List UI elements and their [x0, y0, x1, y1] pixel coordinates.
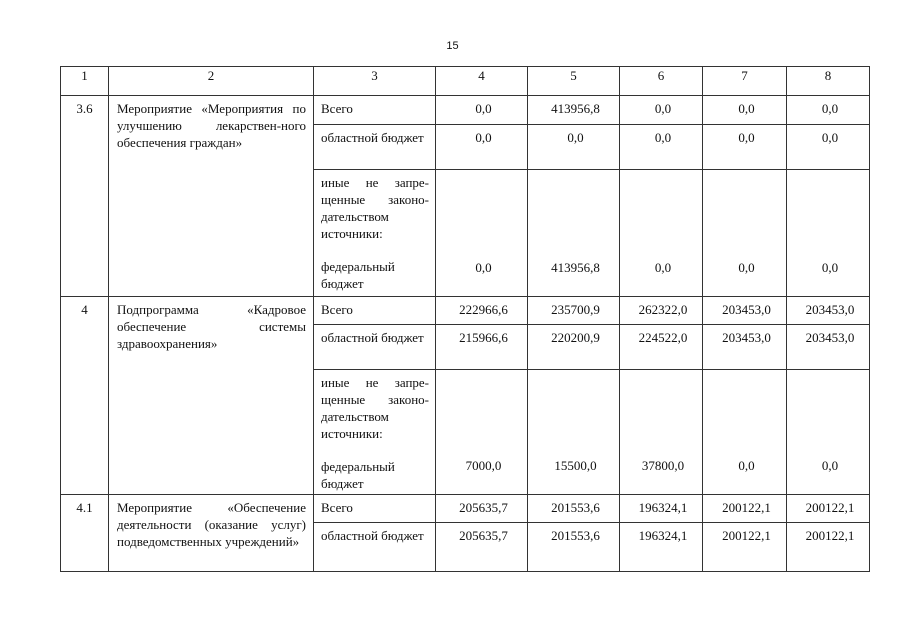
value-cell: 203453,0 — [703, 325, 787, 370]
value-cell: 200122,1 — [787, 495, 870, 523]
value-cell: 0,0 — [703, 370, 787, 495]
source-label — [314, 370, 436, 495]
value-cell: 220200,9 — [528, 325, 620, 370]
header-cell: 3 — [314, 67, 436, 96]
item-name: Мероприятие «Обеспечение деятельности (оказание услуг) подведомственных учреждений» — [109, 495, 314, 572]
source-label — [314, 170, 436, 297]
page-number: 15 — [446, 40, 459, 52]
table-row — [61, 96, 870, 125]
source-label: областной бюджет — [314, 325, 436, 370]
source-label: областной бюджет — [314, 523, 436, 572]
value-cell: 262322,0 — [620, 297, 703, 325]
header-cell: 7 — [703, 67, 787, 96]
value-cell: 0,0 — [787, 370, 870, 495]
header-row — [61, 67, 870, 96]
value-cell: 0,0 — [703, 170, 787, 297]
value-cell: 413956,8 — [528, 170, 620, 297]
header-cell: 1 — [61, 67, 109, 96]
value-cell: 0,0 — [436, 170, 528, 297]
item-name: Мероприятие «Мероприятия по улучшению лекарствен-ного обеспечения граждан» — [109, 96, 314, 297]
source-sub: федеральный бюджет — [321, 459, 395, 491]
value-cell: 203453,0 — [787, 297, 870, 325]
value-cell: 0,0 — [436, 125, 528, 170]
value-cell: 0,0 — [620, 170, 703, 297]
value-cell: 203453,0 — [787, 325, 870, 370]
header-cell: 4 — [436, 67, 528, 96]
value-cell: 0,0 — [787, 96, 870, 125]
value-cell: 203453,0 — [703, 297, 787, 325]
value-cell: 0,0 — [528, 125, 620, 170]
value-cell: 222966,6 — [436, 297, 528, 325]
source-label: Всего — [314, 297, 436, 325]
value-cell: 224522,0 — [620, 325, 703, 370]
source-sub: федеральный бюджет — [321, 259, 395, 291]
value-cell: 196324,1 — [620, 523, 703, 572]
value-cell: 196324,1 — [620, 495, 703, 523]
header-cell: 8 — [787, 67, 870, 96]
budget-table — [60, 66, 870, 572]
source-intro: иные не запре-щенные законо-дательством источники: — [321, 375, 429, 441]
value-cell: 15500,0 — [528, 370, 620, 495]
value-cell: 205635,7 — [436, 523, 528, 572]
header-cell: 2 — [109, 67, 314, 96]
row-number: 4 — [61, 297, 109, 495]
value-cell: 413956,8 — [528, 96, 620, 125]
value-cell: 200122,1 — [787, 523, 870, 572]
source-label: областной бюджет — [314, 125, 436, 170]
value-cell: 200122,1 — [703, 523, 787, 572]
value-cell: 0,0 — [620, 96, 703, 125]
value-cell: 200122,1 — [703, 495, 787, 523]
value-cell: 205635,7 — [436, 495, 528, 523]
value-cell: 0,0 — [787, 170, 870, 297]
value-cell: 37800,0 — [620, 370, 703, 495]
value-cell: 0,0 — [787, 125, 870, 170]
row-number: 3.6 — [61, 96, 109, 297]
value-cell: 0,0 — [620, 125, 703, 170]
value-cell: 0,0 — [703, 96, 787, 125]
source-label: Всего — [314, 495, 436, 523]
item-name: Подпрограмма «Кадровое обеспечение системы здравоохранения» — [109, 297, 314, 495]
header-cell: 6 — [620, 67, 703, 96]
value-cell: 201553,6 — [528, 523, 620, 572]
value-cell: 235700,9 — [528, 297, 620, 325]
value-cell: 7000,0 — [436, 370, 528, 495]
source-label: Всего — [314, 96, 436, 125]
source-intro: иные не запре-щенные законо-дательством источники: — [321, 175, 429, 241]
header-cell: 5 — [528, 67, 620, 96]
value-cell: 201553,6 — [528, 495, 620, 523]
row-number: 4.1 — [61, 495, 109, 572]
table-row — [61, 297, 870, 325]
value-cell: 215966,6 — [436, 325, 528, 370]
value-cell: 0,0 — [436, 96, 528, 125]
value-cell: 0,0 — [703, 125, 787, 170]
table-row — [61, 495, 870, 523]
